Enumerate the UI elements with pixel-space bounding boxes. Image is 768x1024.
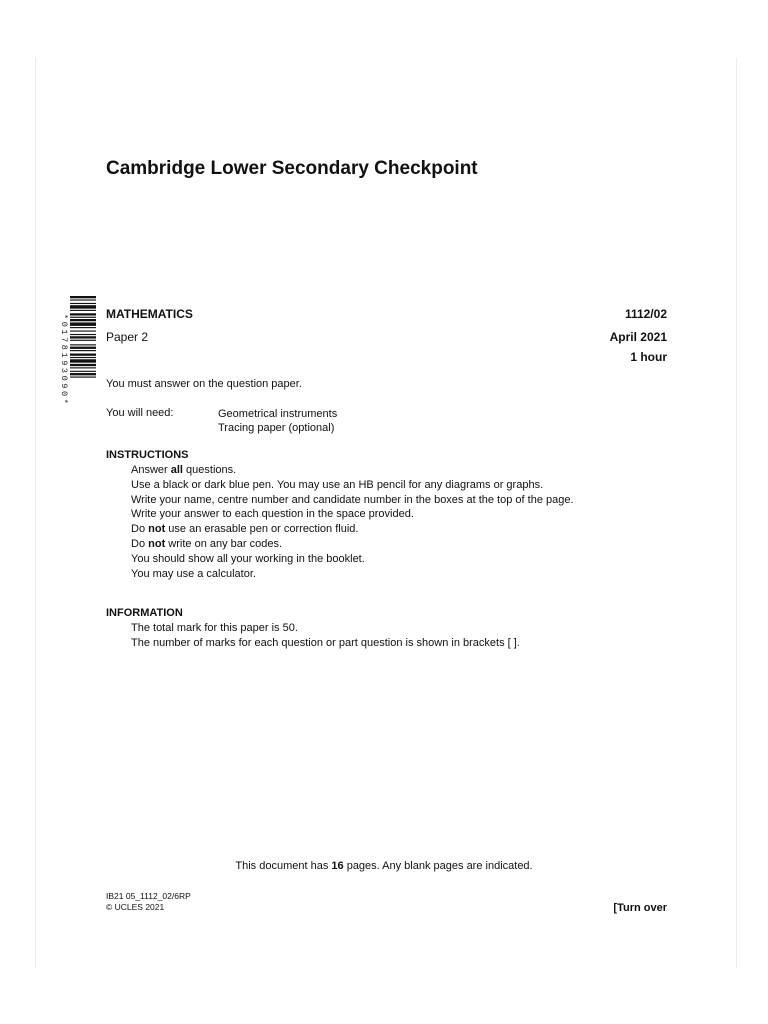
information-line: The total mark for this paper is 50. [131, 622, 298, 634]
exam-date: April 2021 [609, 330, 667, 344]
instruction-line: Do not write on any bar codes. [131, 537, 283, 550]
you-will-need-label: You will need: [106, 407, 174, 419]
instruction-line: Do not use an erasable pen or correction fluid. [131, 523, 359, 536]
subject-name: MATHEMATICS [106, 307, 193, 321]
document-title: Cambridge Lower Secondary Checkpoint [106, 158, 478, 179]
page-edge-right [736, 58, 737, 968]
reference-block [106, 891, 191, 913]
page-edge-left [35, 58, 36, 968]
paper-code: 1112/02 [624, 307, 667, 321]
instructions-list [131, 463, 574, 581]
answer-note: You must answer on the question paper. [106, 378, 302, 390]
turn-over-label: [Turn over [613, 902, 667, 914]
information-list [131, 621, 520, 651]
need-item: Tracing paper (optional) [218, 422, 335, 434]
copyright: © UCLES 2021 [106, 902, 165, 912]
instructions-heading: INSTRUCTIONS [106, 449, 189, 461]
information-line: The number of marks for each question or part question is shown in brackets [ ]. [131, 636, 520, 649]
exam-duration: 1 hour [630, 350, 667, 364]
instruction-line: Write your answer to each question in the space provided. [131, 508, 414, 521]
instruction-line: You may use a calculator. [131, 567, 256, 580]
need-item: Geometrical instruments [218, 408, 338, 420]
barcode-digits: *0178193090* [59, 313, 69, 407]
instruction-line: You should show all your working in the booklet. [131, 552, 365, 565]
page-count-note: This document has 16 pages. Any blank pages are indicated. [235, 860, 533, 872]
paper-number: Paper 2 [106, 330, 149, 344]
instruction-line: Write your name, centre number and candidate number in the boxes at the top of the page. [131, 493, 574, 506]
barcode [56, 296, 96, 424]
information-heading: INFORMATION [106, 607, 183, 619]
instruction-line: Use a black or dark blue pen. You may use an HB pencil for any diagrams or graphs. [131, 478, 544, 491]
instruction-line: Answer all questions. [131, 464, 237, 476]
barcode-bars [70, 296, 96, 424]
reference-code: IB21 05_1112_02/6RP [106, 891, 191, 901]
you-will-need-items [218, 407, 337, 435]
